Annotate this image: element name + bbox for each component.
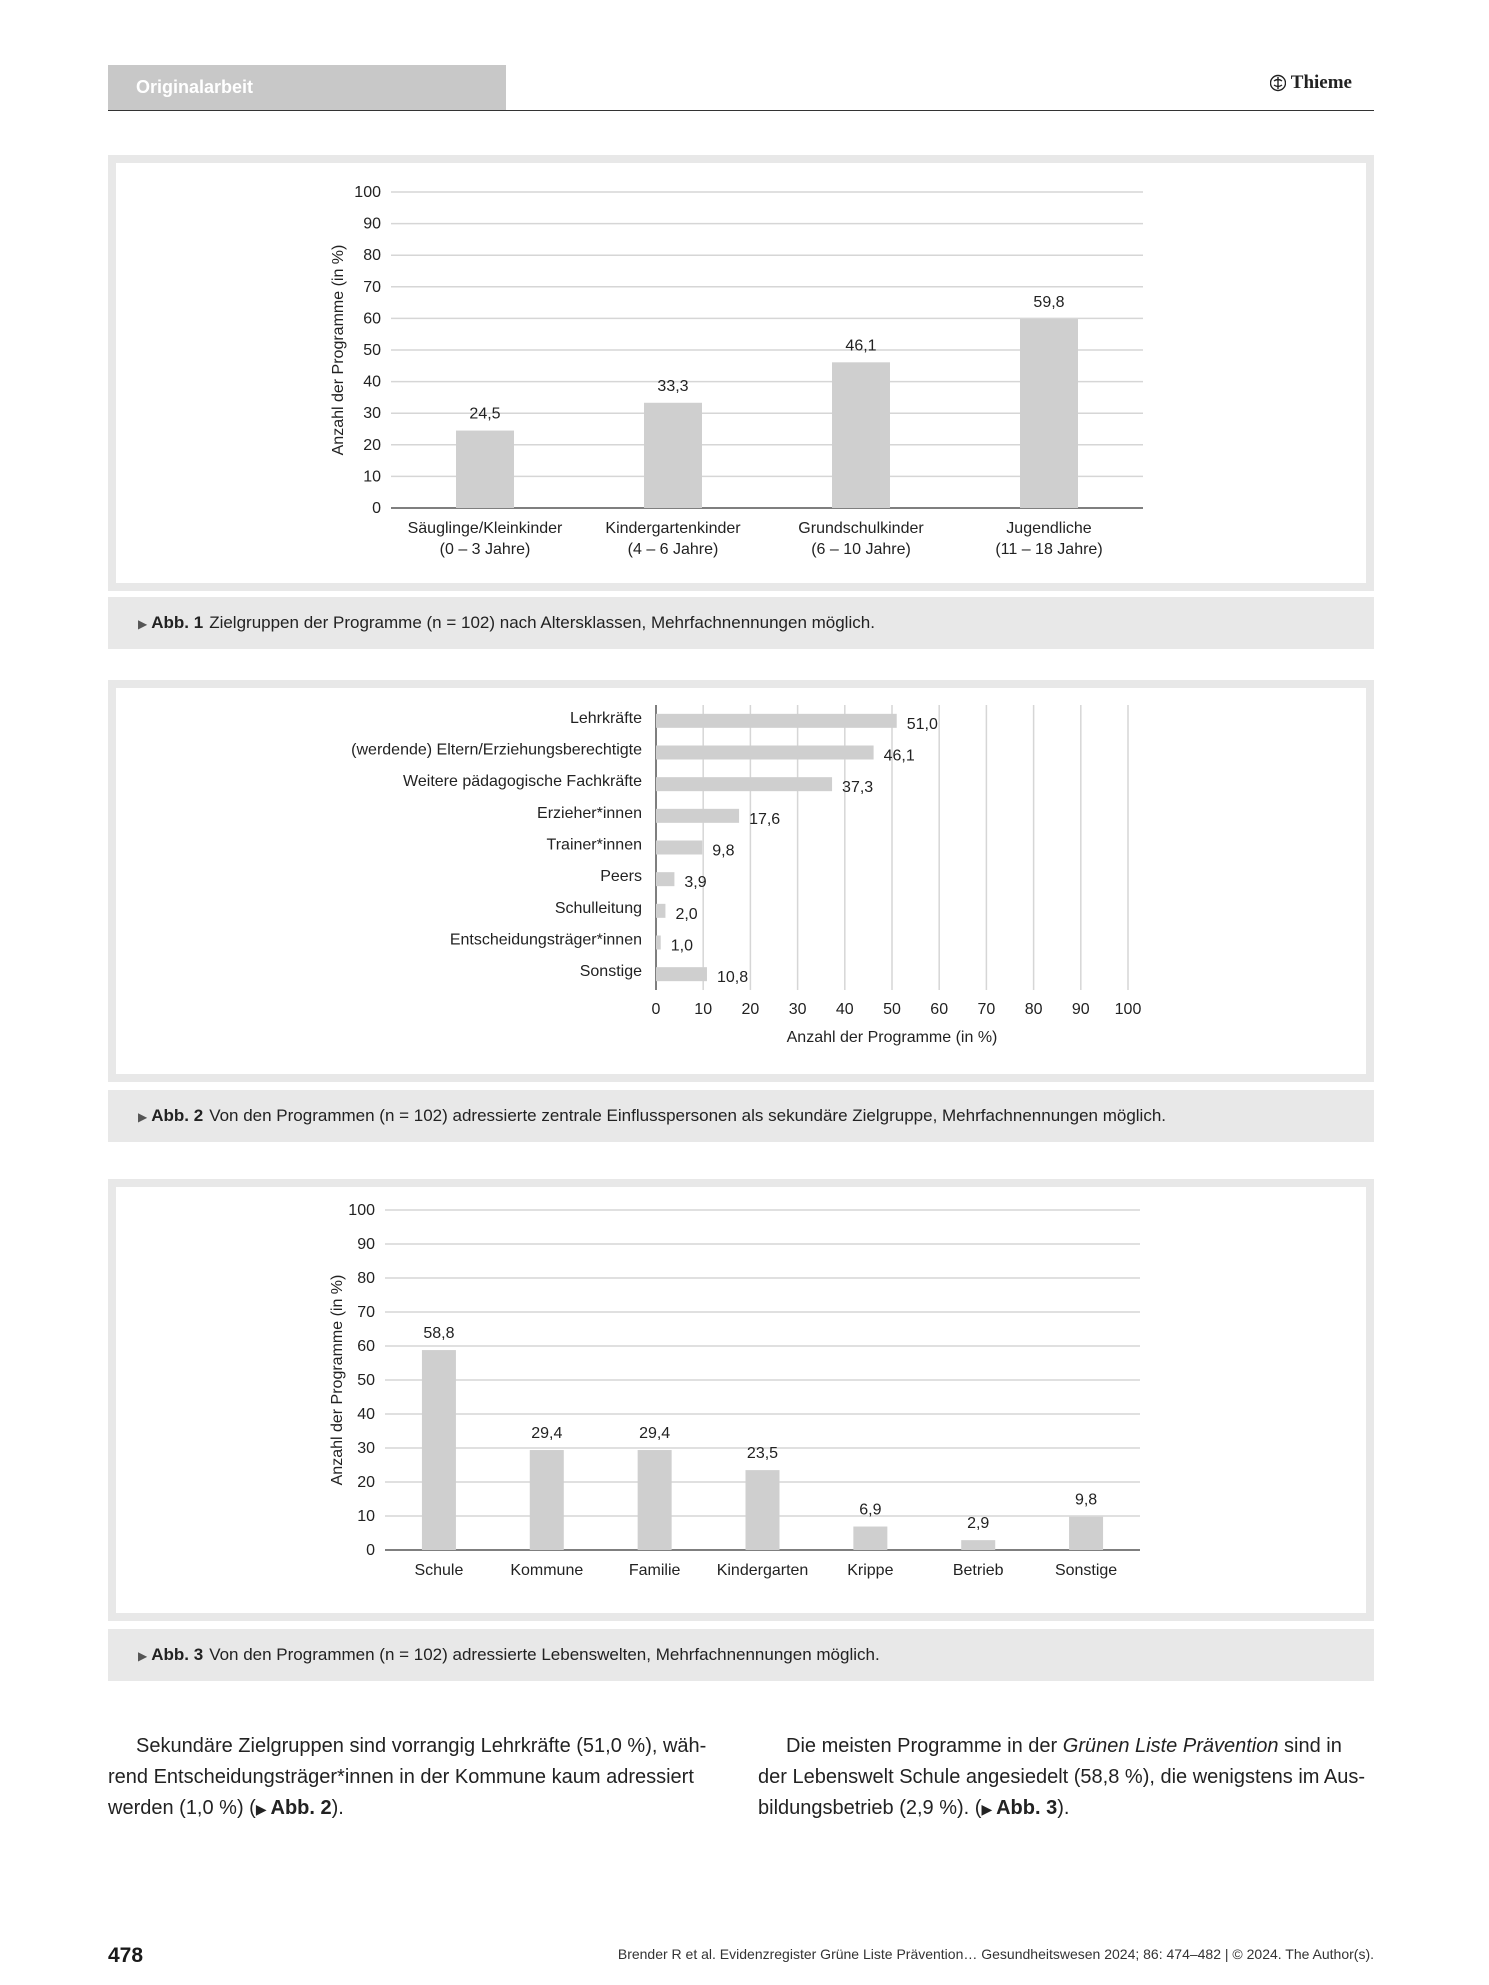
section-label: Originalarbeit [136,77,254,97]
figure-1-caption [108,597,1374,649]
caption-arrow-icon: ▶ [138,617,148,631]
body-line [108,1731,724,1762]
body-text: sind in [1278,1735,1342,1757]
bar [656,841,702,855]
brand-name: Thieme [1290,72,1352,93]
data-label: 6,9 [859,1501,882,1519]
thieme-emblem-icon [1270,74,1286,92]
y-tick-label: 50 [357,1372,375,1389]
x-tick-label: 60 [930,1001,949,1018]
data-label: 1,0 [670,937,693,955]
data-label: 58,8 [423,1325,455,1343]
x-tick-label: Betrieb [952,1562,1004,1579]
data-label: 10,8 [716,969,749,987]
bar [853,1527,887,1550]
body-text: werden (1,0 %) ( [108,1797,256,1819]
header-rule [108,110,1374,111]
figure-1-chart [116,163,1366,583]
bar [832,362,890,508]
figure-3-caption [108,1629,1374,1681]
data-label: 9,8 [1074,1491,1098,1509]
page-number: 478 [108,1944,144,1967]
y-tick-label: 60 [363,310,381,328]
x-axis-title: Anzahl der Programme (in %) [786,1029,998,1046]
x-tick-label: 100 [1114,1001,1142,1018]
y-tick-label: 0 [366,1542,375,1559]
data-label: 23,5 [746,1445,779,1463]
y-tick-label: 10 [357,1508,375,1525]
bar [656,809,739,823]
y-tick-label: 70 [363,278,381,296]
data-label: 59,8 [1033,294,1065,312]
y-tick-label: 70 [357,1304,375,1321]
bar [422,1350,456,1550]
body-text: bildungsbetrieb (2,9 %). ( [758,1797,982,1819]
y-tick-label: 50 [363,342,381,359]
x-tick-label: Sonstige [1054,1562,1118,1579]
ref-arrow-icon: ▶ [981,1801,997,1817]
x-tick-label: 20 [741,1001,760,1018]
bar [961,1540,995,1550]
x-tick-label: 80 [1024,1001,1043,1018]
x-tick-label: 70 [977,1001,996,1018]
category-label: Peers [600,868,642,886]
figure-reference-link[interactable]: Abb. 3 [996,1797,1058,1819]
x-tick-label: 0 [651,1001,661,1018]
x-tick-label: Kindergartenkinder [605,520,741,537]
data-label: 2,9 [967,1515,990,1533]
bar [656,872,674,886]
y-tick-label: 40 [357,1406,375,1423]
y-tick-label: 90 [357,1236,375,1253]
x-tick-label: 50 [883,1001,901,1018]
data-label: 2,0 [675,905,698,923]
x-tick-label: Familie [628,1562,681,1579]
x-tick-label: Grundschulkinder [798,520,924,537]
bar [1020,319,1078,508]
bar [656,746,874,760]
y-tick-label: 0 [372,500,381,517]
x-tick-label: 90 [1071,1001,1090,1018]
body-line [758,1731,1374,1762]
y-tick-label: 30 [357,1440,375,1457]
bar [656,777,832,791]
figure-2-caption [108,1090,1374,1142]
caption-arrow-icon: ▶ [138,1110,148,1124]
bar [656,714,897,728]
x-tick-label: Jugendliche [1006,520,1092,537]
category-label: Entscheidungsträger*innen [449,931,642,949]
y-tick-label: 20 [357,1474,375,1491]
y-tick-label: 100 [354,184,381,201]
caption-text: Zielgruppen der Programme (n = 102) nach Altersklassen, Mehrfachnennungen möglich. [209,613,875,632]
data-label: 33,3 [657,377,689,395]
data-label: 46,1 [883,747,915,765]
x-tick-label: (11 – 18 Jahre) [995,541,1103,558]
y-tick-label: 80 [357,1270,375,1287]
x-tick-label: 30 [788,1001,807,1018]
figure-3-chart [116,1187,1366,1613]
x-tick-label: Krippe [847,1562,894,1579]
data-label: 9,8 [712,842,735,860]
data-label: 24,5 [469,405,501,423]
category-label: Sonstige [579,963,642,981]
y-tick-label: 30 [363,405,381,423]
caption-label: Abb. 1 [151,613,204,632]
body-left-column [108,1731,724,1825]
body-italic-text: Grünen Liste Prävention [1062,1735,1279,1757]
y-tick-label: 20 [363,436,381,454]
caption-arrow-icon: ▶ [138,1649,148,1663]
y-axis-title: Anzahl der Programme (in %) [330,244,347,456]
category-label: Trainer*innen [546,836,642,854]
bar [746,1470,780,1550]
y-tick-label: 10 [363,468,381,486]
body-line: der Lebenswelt Schule angesiedelt (58,8 %), die wenigstens im Aus- [758,1766,1366,1788]
bar [1069,1517,1103,1550]
data-label: 46,1 [845,337,877,355]
data-label: 51,0 [906,715,938,733]
body-right-column [758,1731,1374,1825]
x-tick-label: Kindergarten [716,1562,809,1579]
bar [656,967,707,981]
figure-1-panel [116,163,1366,583]
figure-2-chart [116,688,1366,1074]
body-text: ). [1057,1797,1070,1819]
x-tick-label: (0 – 3 Jahre) [439,541,531,558]
footer-citation: Brender R et al. Evidenzregister Grüne Liste Prävention… Gesundheitswesen 2024; 86: 474–482 | © 2024. The Author(s). [617,1946,1374,1962]
bar [656,936,661,950]
body-line: rend Entscheidungsträger*innen in der Kommune kaum adressiert [108,1766,694,1788]
category-label: Schulleitung [554,899,642,917]
data-label: 37,3 [842,779,874,797]
bar [638,1450,672,1550]
data-label: 17,6 [749,810,781,828]
figure-reference-link[interactable]: Abb. 2 [270,1797,332,1819]
x-tick-label: (4 – 6 Jahre) [627,541,719,558]
category-label: Erzieher*innen [537,804,642,822]
caption-label: Abb. 2 [151,1106,204,1125]
x-tick-label: Kommune [510,1562,584,1579]
section-band [108,65,506,110]
x-tick-label: Schule [414,1562,464,1579]
y-tick-label: 100 [348,1202,375,1219]
caption-label: Abb. 3 [151,1645,204,1664]
x-tick-label: 10 [694,1001,713,1018]
caption-text: Von den Programmen (n = 102) adressierte Lebenswelten, Mehrfachnennungen möglich. [209,1645,880,1664]
data-label: 29,4 [531,1425,563,1443]
figure-2-frame [108,680,1374,1082]
body-text: Sekundäre Zielgruppen sind vorrangig Lehrkräfte (51,0 %), wäh- [136,1735,707,1757]
y-axis-title: Anzahl der Programme (in %) [329,1274,346,1486]
x-tick-label: Säuglinge/Kleinkinder [407,520,563,537]
y-tick-label: 80 [363,247,381,265]
x-tick-label: 40 [835,1001,854,1018]
figure-1-frame [108,155,1374,591]
caption-text: Von den Programmen (n = 102) adressierte zentrale Einflusspersonen als sekundäre Zielgruppe, Mehrfachnennungen möglich. [209,1106,1167,1125]
x-tick-label: (6 – 10 Jahre) [811,541,911,558]
data-label: 3,9 [684,874,707,892]
ref-arrow-icon: ▶ [255,1801,271,1817]
figure-3-panel [116,1187,1366,1613]
body-text: Die meisten Programme in der [786,1735,1063,1757]
data-label: 29,4 [639,1425,671,1443]
category-label: Weitere pädagogische Fachkräfte [403,773,642,791]
body-line [108,1793,724,1825]
y-tick-label: 60 [357,1338,375,1355]
y-tick-label: 90 [363,215,381,233]
y-tick-label: 40 [363,373,381,391]
bar [656,904,665,918]
publisher-logo [1270,72,1352,94]
category-label: (werdende) Eltern/Erziehungsberechtigte [351,741,642,759]
body-line [758,1793,1374,1825]
category-label: Lehrkräfte [569,709,642,727]
body-text: ). [331,1797,344,1819]
bar [644,403,702,508]
figure-3-frame [108,1179,1374,1621]
bar [456,431,514,508]
figure-2-panel [116,688,1366,1074]
bar [530,1450,564,1550]
